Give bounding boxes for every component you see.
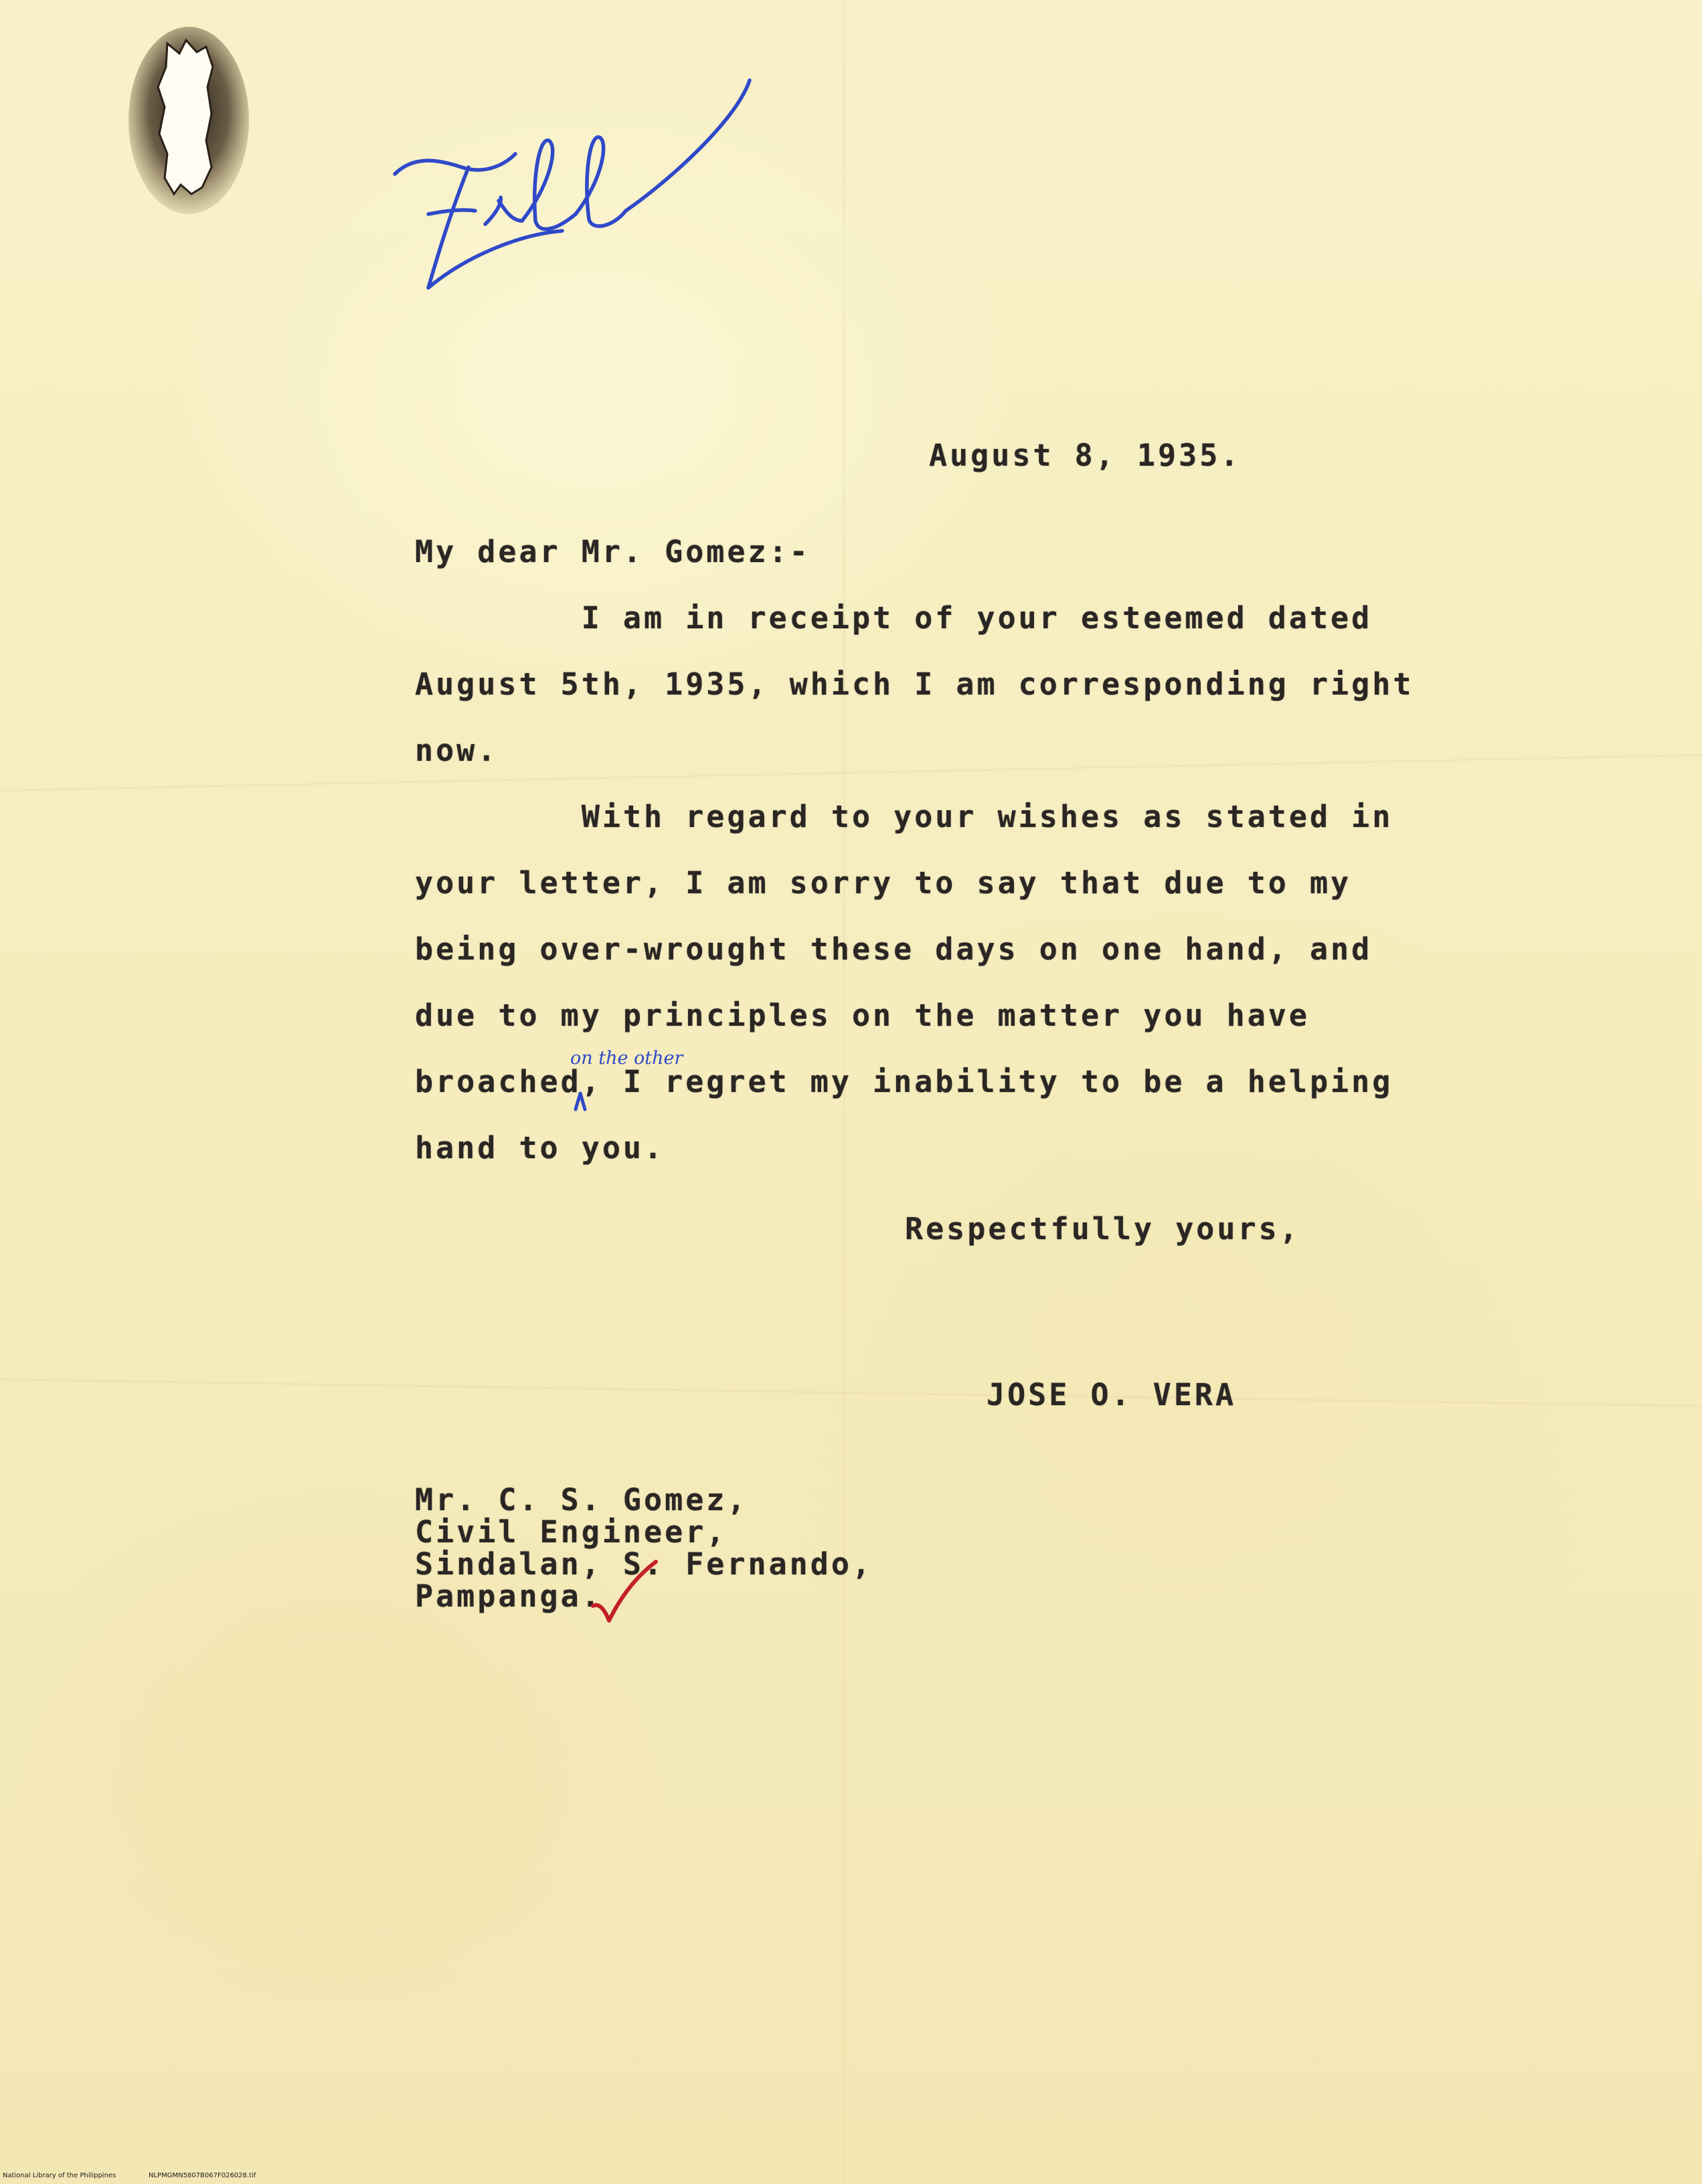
recipient-line: Pampanga.	[415, 1578, 602, 1614]
burn-hole-mark	[127, 27, 254, 227]
paper-crease	[0, 754, 1702, 792]
body-line: your letter, I am sorry to say that due to my	[415, 865, 1352, 901]
salutation: My dear Mr. Gomez:-	[415, 534, 811, 569]
recipient-line: Civil Engineer,	[415, 1514, 728, 1550]
closing: Respectfully yours,	[905, 1211, 1300, 1247]
body-line: I am in receipt of your esteemed dated	[415, 600, 1373, 636]
body-line: With regard to your wishes as stated in	[415, 799, 1393, 834]
footer-file-id: NLPMGMN5807B067F026028.tif	[149, 2172, 256, 2179]
body-line: broached, I regret my inability to be a helping	[415, 1064, 1393, 1099]
recipient-line: Sindalan, S. Fernando,	[415, 1546, 873, 1582]
insertion-annotation: on the other	[570, 1048, 683, 1069]
body-line: being over-wrought these days on one hand, and	[415, 931, 1373, 967]
letter-date: August 8, 1935.	[929, 438, 1242, 473]
red-check-mark	[589, 1559, 663, 1633]
paper-crease	[0, 1378, 1702, 1407]
body-line: August 5th, 1935, which I am corresponding right	[415, 666, 1414, 702]
file-annotation-mark	[388, 67, 763, 348]
signatory: JOSE O. VERA	[987, 1377, 1237, 1413]
footer-institution: National Library of the Philippines	[3, 2172, 116, 2179]
insertion-caret-mark	[573, 1089, 588, 1112]
recipient-line: Mr. C. S. Gomez,	[415, 1482, 748, 1518]
body-line: due to my principles on the matter you have	[415, 998, 1310, 1033]
body-line: hand to you.	[415, 1130, 665, 1166]
body-line: now.	[415, 733, 499, 768]
